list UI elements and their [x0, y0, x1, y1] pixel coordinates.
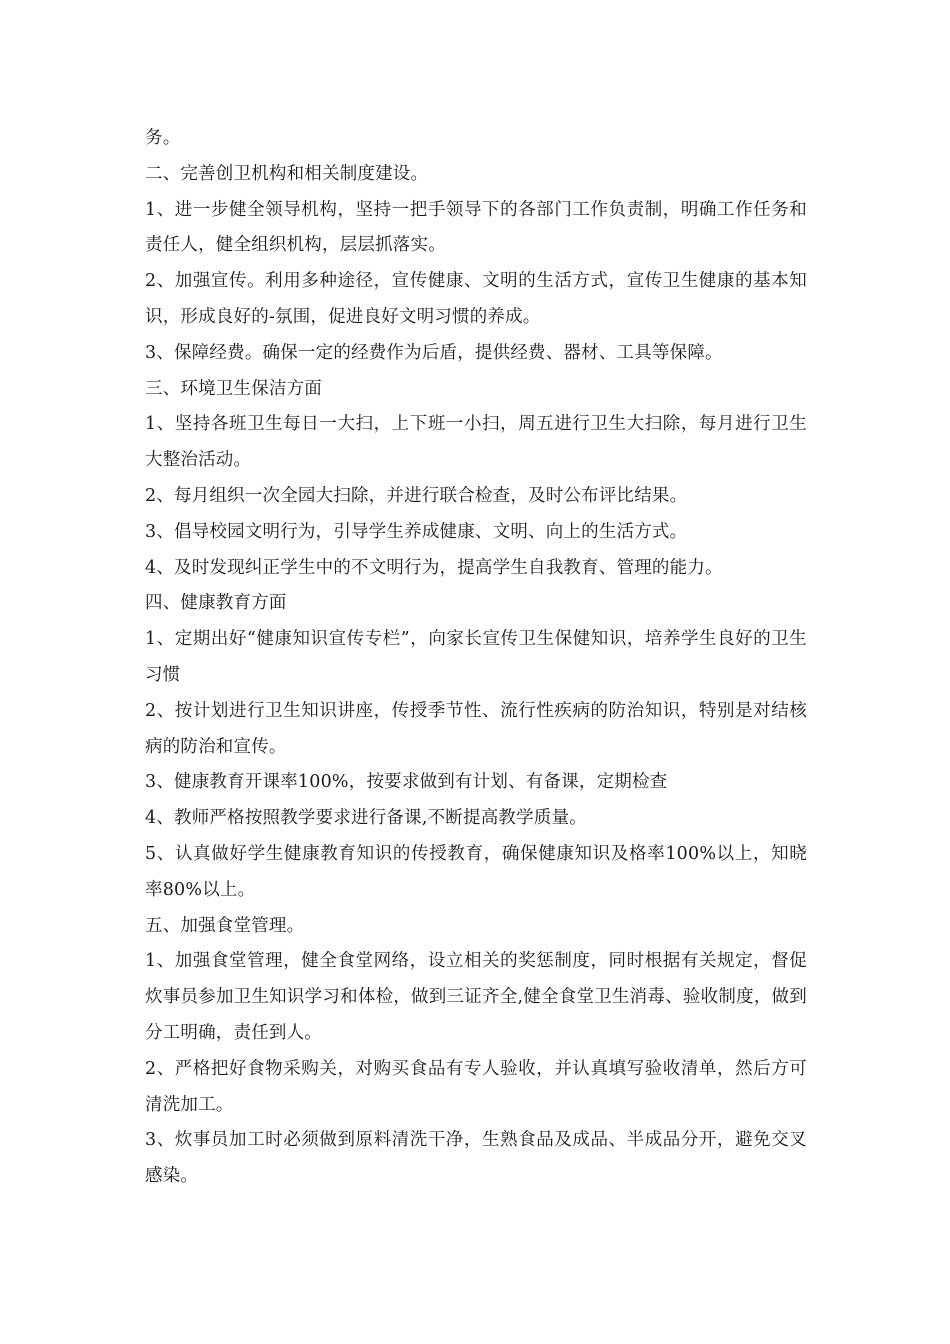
section-heading-4: 四、健康教育方面 [145, 593, 287, 614]
paragraph: 5、认真做好学生健康教育知识的传授教育，确保健康知识及格率100%以上，知晓率80%以上。 [145, 843, 807, 900]
paragraph: 1、定期出好“健康知识宣传专栏”，向家长宣传卫生保健知识，培养学生良好的卫生习惯 [145, 629, 807, 685]
paragraph: 3、健康教育开课率100%，按要求做到有计划、有备课，定期检查 [145, 772, 668, 793]
paragraph: 2、每月组织一次全园大扫除，并进行联合检查，及时公布评比结果。 [145, 485, 688, 506]
paragraph: 3、炊事员加工时必须做到原料清洗干净，生熟食品及成品、半成品分开，避免交叉感染。 [145, 1130, 807, 1187]
paragraph: 1、坚持各班卫生每日一大扫，上下班一小扫，周五进行卫生大扫除，每月进行卫生大整治活动。 [145, 414, 807, 471]
section-heading-5: 五、加强食堂管理。 [145, 915, 305, 936]
paragraph: 4、及时发现纠正学生中的不文明行为，提高学生自我教育、管理的能力。 [145, 557, 723, 578]
paragraph: 3、倡导校园文明行为，引导学生养成健康、文明、向上的生活方式。 [145, 521, 688, 542]
paragraph: 1、加强食堂管理，健全食堂网络，设立相关的奖惩制度，同时根据有关规定，督促炊事员参加卫生知识学习和体检，做到三证齐全,健全食堂卫生消毒、验收制度，做到分工明确，责任到人。 [145, 951, 807, 1043]
paragraph: 3、保障经费。确保一定的经费作为后盾，提供经费、器材、工具等保障。 [145, 342, 723, 363]
paragraph: 2、严格把好食物采购关，对购买食品有专人验收，并认真填写验收清单，然后方可清洗加工。 [145, 1058, 807, 1115]
section-heading-2: 二、完善创卫机构和相关制度建设。 [145, 163, 429, 184]
paragraph: 2、加强宣传。利用多种途径，宣传健康、文明的生活方式，宣传卫生健康的基本知识，形成良好的-氛围，促进良好文明习惯的养成。 [145, 271, 807, 327]
paragraph: 2、按计划进行卫生知识讲座，传授季节性、流行性疾病的防治知识，特别是对结核病的防治和宣传。 [145, 700, 807, 757]
paragraph: 4、教师严格按照教学要求进行备课,不断提高教学质量。 [145, 808, 587, 829]
section-heading-3: 三、环境卫生保洁方面 [145, 378, 322, 399]
document-body [145, 121, 807, 1195]
paragraph: 1、进一步健全领导机构，坚持一把手领导下的各部门工作负责制，明确工作任务和责任人，健全组织机构，层层抓落实。 [145, 199, 807, 256]
paragraph-continuation: 务。 [145, 128, 181, 148]
